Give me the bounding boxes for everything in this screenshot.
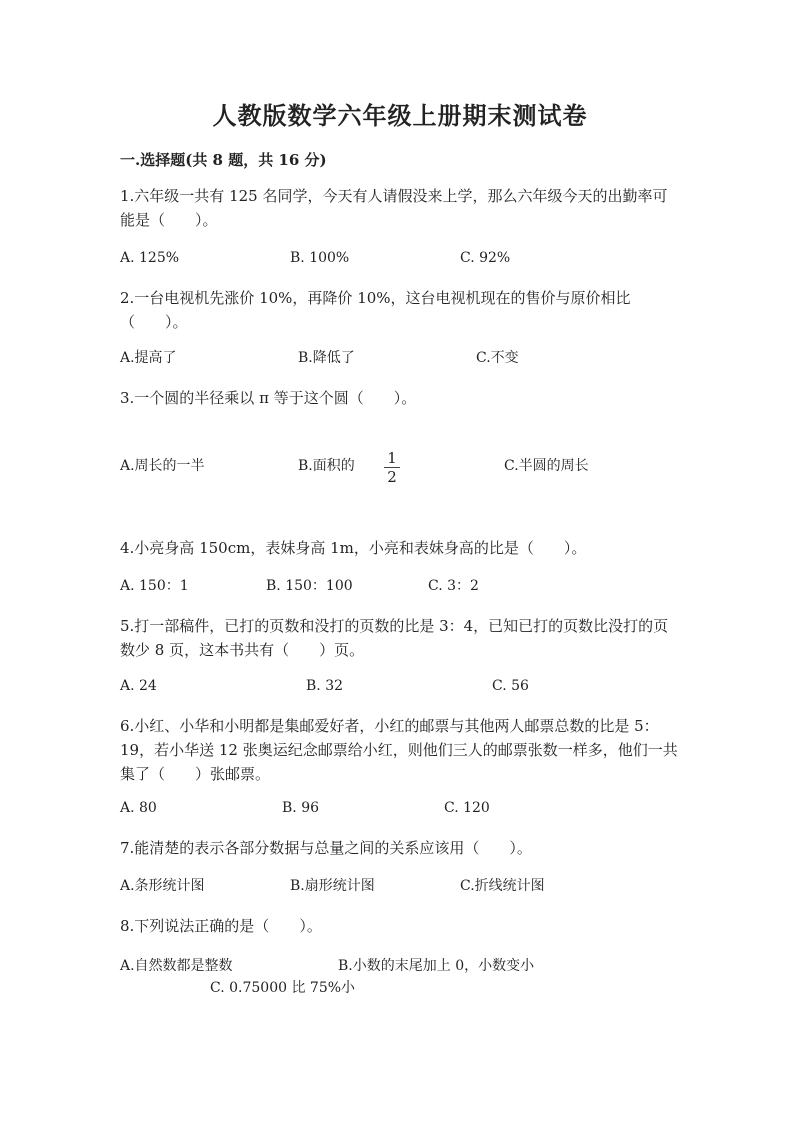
q8-option-a[interactable]: A.自然数都是整数	[120, 958, 233, 974]
q5-option-b[interactable]: B. 32	[306, 678, 344, 694]
question-1: 1.六年级一共有 125 名同学，今天有人请假没来上学，那么六年级今天的出勤率可能是（ ）。	[120, 187, 668, 229]
q5-option-a[interactable]: A. 24	[120, 678, 157, 694]
question-8: 8.下列说法正确的是（ ）。	[120, 917, 322, 935]
section-heading: 一.选择题(共 8 题，共 16 分)	[120, 151, 327, 169]
q1-option-c[interactable]: C. 92%	[460, 250, 511, 266]
question-7: 7.能清楚的表示各部分数据与总量之间的关系应该用（ ）。	[120, 839, 532, 857]
q3-option-a[interactable]: A.周长的一半	[120, 458, 205, 474]
q1-option-b[interactable]: B. 100%	[290, 250, 350, 266]
q3-option-b[interactable]: B.面积的	[298, 458, 355, 474]
q4-option-b[interactable]: B. 150：100	[266, 578, 353, 594]
q6-option-a[interactable]: A. 80	[120, 800, 157, 816]
fraction-numerator: 1	[387, 449, 397, 467]
q4-option-a[interactable]: A. 150：1	[120, 578, 189, 594]
q8-option-b[interactable]: B.小数的末尾加上 0，小数变小	[338, 958, 535, 974]
q5-option-c[interactable]: C. 56	[492, 678, 529, 694]
fraction-one-half	[384, 451, 400, 484]
page-title: 人教版数学六年级上册期末测试卷	[212, 101, 588, 130]
question-2: 2.一台电视机先涨价 10%，再降价 10%，这台电视机现在的售价与原价相比（ ）。	[120, 289, 631, 331]
q6-option-b[interactable]: B. 96	[282, 800, 320, 816]
q2-option-c[interactable]: C.不变	[476, 350, 519, 366]
q7-option-b[interactable]: B.扇形统计图	[290, 878, 375, 894]
q1-option-a[interactable]: A. 125%	[120, 250, 180, 266]
question-4: 4.小亮身高 150cm，表妹身高 1m，小亮和表妹身高的比是（ ）。	[120, 539, 587, 557]
q7-option-a[interactable]: A.条形统计图	[120, 878, 205, 894]
question-3: 3.一个圆的半径乘以 π 等于这个圆（ ）。	[120, 389, 417, 407]
q2-option-b[interactable]: B.降低了	[298, 350, 355, 366]
q4-option-c[interactable]: C. 3：2	[428, 578, 479, 594]
q7-option-c[interactable]: C.折线统计图	[460, 878, 545, 894]
q2-option-a[interactable]: A.提高了	[120, 350, 177, 366]
q3-option-c[interactable]: C.半圆的周长	[504, 458, 589, 474]
question-6: 6.小红、小华和小明都是集邮爱好者，小红的邮票与其他两人邮票总数的比是 5：19，若小华送 12 张奥运纪念邮票给小红，则他们三人的邮票张数一样多，他们一共集了（ ）张邮票。	[120, 717, 678, 783]
q6-option-c[interactable]: C. 120	[444, 800, 490, 816]
question-5: 5.打一部稿件，已打的页数和没打的页数的比是 3：4，已知已打的页数比没打的页数少 8 页，这本书共有（ ）页。	[120, 617, 669, 659]
fraction-denominator: 2	[387, 468, 397, 486]
q8-option-c[interactable]: C. 0.75000 比 75%小	[210, 980, 356, 996]
